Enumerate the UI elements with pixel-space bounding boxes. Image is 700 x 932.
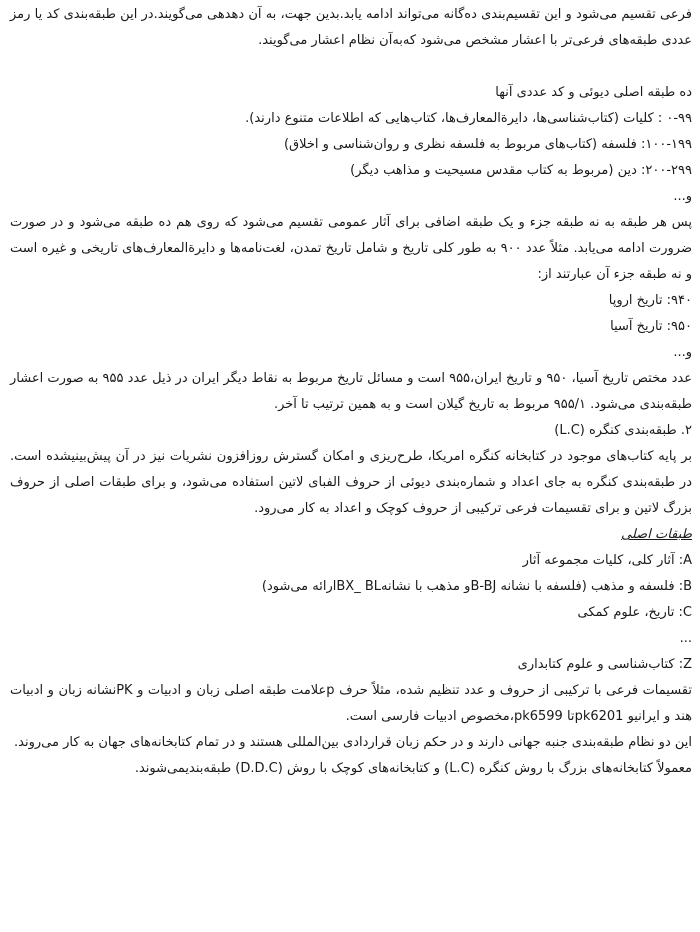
main-classes-heading: طبقات اصلی [621,527,692,542]
intro-paragraph: فرعی تقسیم می‌شود و این تقسیم‌بندی ده‌گانه می‌تواند ادامه یابد.بدین جهت، به آن دهدهی می‌گویند.در این طبقه‌بندی کد یا رمز عددی طبقه‌های فرعی‌تر با اعشار مشخص می‌شود که‌به‌آن نظام اعشار می‌گویند. [10,7,692,48]
lc-class-item: C: تاریخ، علوم کمکی [577,605,692,620]
subclasses-paragraph: تقسیمات فرعی با ترکیبی از حروف و عدد تنظیم شده، مثلاً حرف pعلامت طبقه اصلی زبان و ادبیات و PKنشانه زبان و ادبیات هند و ایرانیو pk6201تا pk6599،مخصوص ادبیات فارسی است. [10,683,692,724]
lc-class-item: Z: کتاب‌شناسی و علوم کتابداری [517,657,692,672]
ddc-class-item: ۰-۹۹ : کلیات (کتاب‌شناسی‌ها، دایرة‌المعارف‌ها، کتاب‌هایی که اطلاعات متنوع دارند). [245,111,692,126]
lc-paragraph: بر پایه کتاب‌های موجود در کتابخانه کنگره امریکا، طرح‌ریزی و امکان گسترش روزافزون نشریات نیز در آن پیش‌بینیشده است. در طبقه‌بندی کنگره به جای اعداد و شماره‌بندی دیوئی از حروف الفبای لاتین استفاده می‌شود، و برای طبقات اصلی از حروف بزرگ لاتین و برای تقسیمات فرعی ترکیبی از حروف کوچک و اعداد به کار می‌رود. [10,449,692,516]
decimal-paragraph: عدد مختص تاریخ آسیا، ۹۵۰ و تاریخ ایران،۹۵۵ است و مسائل تاریخ مربوط به نقاط دیگر ایران در ذیل عدد ۹۵۵ به صورت اعشار طبقه‌بندی می‌شود. ۹۵۵/۱ مربوط به تاریخ گیلان است و به همین ترتیب تا آخر. [10,371,692,412]
history-class-item: ۹۴۰: تاریخ اروپا [608,293,692,308]
etc-line: و... [673,345,692,360]
ddc-class-item: ۲۰۰-۲۹۹: دین (مربوط به کتاب مقدس مسیحیت و مذاهب دیگر) [350,163,692,178]
document-page [10,2,692,782]
closing-paragraph: معمولاً کتابخانه‌های بزرگ با روش کنگره (L.C) و کتابخانه‌های کوچک با روش (D.D.C) طبقه‌بندیمی‌شوند. [134,761,692,776]
etc-line: و... [673,189,692,204]
ellipsis-line: ... [679,631,692,646]
subdivision-paragraph: پس هر طبقه به نه طبقه جزء و یک طبقه اضافی برای آثار عمومی تقسیم می‌شود که روی هم ده طبقه می‌شود و در صورت ضرورت ادامه می‌یابد. مثلاً عدد ۹۰۰ به طور کلی تاریخ و شامل تاریخ تمدن، لغت‌نامه‌ها و دایرة‌المعارف‌های تاریخی و غیره است و نه طبقه جزء آن عبارتند از: [10,215,693,282]
lc-class-item: A: آثار کلی، کلیات مجموعه آثار [522,553,692,568]
lc-heading: ۲. طبقه‌بندی کنگره (L.C) [554,423,692,438]
global-paragraph: این دو نظام طبقه‌بندی جنبه جهانی دارند و در حکم زبان قراردادی بین‌المللی هستند و در تمام کتابخانه‌های جهان به کار می‌روند. [14,735,692,750]
lc-class-item: B: فلسفه و مذهب (فلسفه با نشانه B-BJو مذهب با نشانهBX_ BLارائه می‌شود) [261,579,692,594]
blank-line [10,54,692,80]
ddc-class-item: ۱۰۰-۱۹۹: فلسفه (کتاب‌های مربوط به فلسفه نظری و روان‌شناسی و اخلاق) [283,137,692,152]
ddc-heading: ده طبقه اصلی دیوئی و کد عددی آنها [495,85,692,100]
history-class-item: ۹۵۰: تاریخ آسیا [610,319,692,334]
